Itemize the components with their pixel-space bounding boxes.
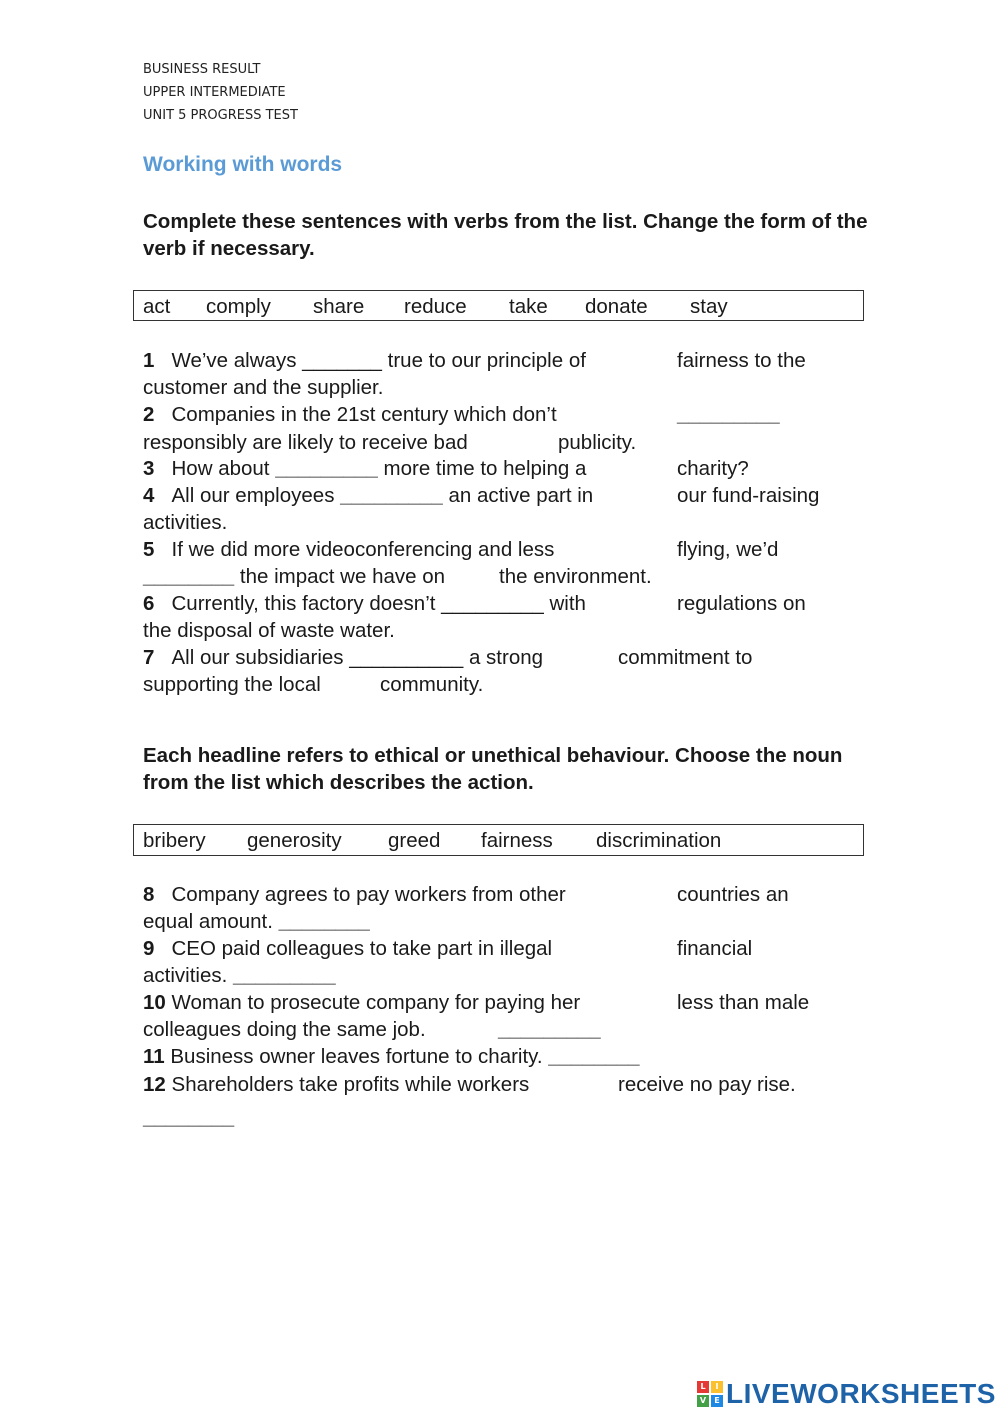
question-number: 4 [143,484,155,507]
question-number: 6 [143,592,155,615]
question-5: 5 If we did more videoconferencing and less [143,538,555,561]
question-11: 11 Business owner leaves fortune to charity. ________ [143,1045,640,1068]
answer-blank[interactable]: __________ [349,646,464,669]
answer-blank[interactable]: ________ [143,565,235,588]
exercise1-word-box [133,290,864,321]
question-8-line2: equal amount. ________ [143,910,370,933]
word-discrimination: discrimination [596,829,722,852]
question-12-cont: receive no pay rise. [618,1073,796,1096]
answer-blank[interactable]: _________ [441,592,544,615]
question-8-cont: countries an [677,883,789,906]
question-10-cont2: colleagues doing the same job. [143,1018,426,1041]
answer-blank[interactable]: ________ [143,1106,235,1129]
question-5-line2: ________ the impact we have on [143,565,446,588]
logo-mark-icon: L I V E [697,1381,723,1407]
question-number: 3 [143,457,155,480]
question-2-cont2: publicity. [558,431,637,454]
question-5-cont: flying, we’d [677,538,779,561]
question-7-cont3: community. [380,673,484,696]
word-take: take [509,295,548,318]
answer-blank[interactable]: ________ [278,910,370,933]
question-number: 5 [143,538,155,561]
word-fairness: fairness [481,829,553,852]
word-bribery: bribery [143,829,206,852]
answer-blank[interactable]: _________ [275,457,378,480]
question-12: 12 Shareholders take profits while workers [143,1073,530,1096]
word-reduce: reduce [404,295,467,318]
question-1-cont: fairness to the [677,349,806,372]
question-5-cont2: the environment. [499,565,652,588]
answer-blank[interactable]: _________ [677,403,780,426]
word-generosity: generosity [247,829,342,852]
question-10: 10 Woman to prosecute company for paying her [143,991,581,1014]
question-7: 7 All our subsidiaries __________ a strong [143,646,544,669]
question-7-cont: commitment to [618,646,753,669]
question-7-cont2: supporting the local [143,673,321,696]
section-title: Working with words [143,153,343,176]
question-4-cont: our fund-raising [677,484,820,507]
question-2-cont: responsibly are likely to receive bad [143,431,468,454]
word-donate: donate [585,295,648,318]
question-3-cont: charity? [677,457,749,480]
question-1: 1 We’ve always _______ true to our principle of [143,349,586,372]
exercise1-instruction: Complete these sentences with verbs from the list. Change the form of the verb if necessary. [143,210,868,260]
question-number: 8 [143,883,155,906]
word-stay: stay [690,295,728,318]
answer-blank[interactable]: _________ [340,484,443,507]
question-number: 2 [143,403,155,426]
question-number: 9 [143,937,155,960]
answer-blank[interactable]: _________ [233,964,336,987]
logo-text: LIVEWORKSHEETS [726,1378,996,1409]
word-greed: greed [388,829,441,852]
question-number: 1 [143,349,155,372]
question-1-cont2: customer and the supplier. [143,376,384,399]
question-number: 11 [143,1045,165,1068]
header-course: BUSINESS RESULT [143,62,261,77]
word-share: share [313,295,365,318]
question-number: 12 [143,1073,166,1096]
exercise2-word-box [133,824,864,856]
word-act: act [143,295,171,318]
question-8: 8 Company agrees to pay workers from other [143,883,566,906]
question-4-cont2: activities. [143,511,228,534]
question-3: 3 How about _________ more time to helping a [143,457,587,480]
word-comply: comply [206,295,271,318]
answer-blank[interactable]: _______ [302,349,382,372]
question-number: 10 [143,991,166,1014]
answer-blank[interactable]: ________ [548,1045,640,1068]
question-9-cont: financial [677,937,753,960]
question-2: 2 Companies in the 21st century which don’t [143,403,557,426]
liveworksheets-logo [697,1378,996,1410]
question-10-cont: less than male [677,991,810,1014]
question-6: 6 Currently, this factory doesn’t _________ with [143,592,586,615]
question-6-cont2: the disposal of waste water. [143,619,395,642]
header-unit: UNIT 5 PROGRESS TEST [143,108,298,123]
question-9-line2: activities. _________ [143,964,336,987]
question-9: 9 CEO paid colleagues to take part in illegal [143,937,553,960]
question-4: 4 All our employees _________ an active part in [143,484,594,507]
exercise2-instruction: Each headline refers to ethical or unethical behaviour. Choose the noun from the list which describes the action. [143,744,843,794]
question-6-cont: regulations on [677,592,806,615]
answer-blank[interactable]: _________ [498,1018,601,1041]
header-level: UPPER INTERMEDIATE [143,85,286,100]
question-number: 7 [143,646,155,669]
